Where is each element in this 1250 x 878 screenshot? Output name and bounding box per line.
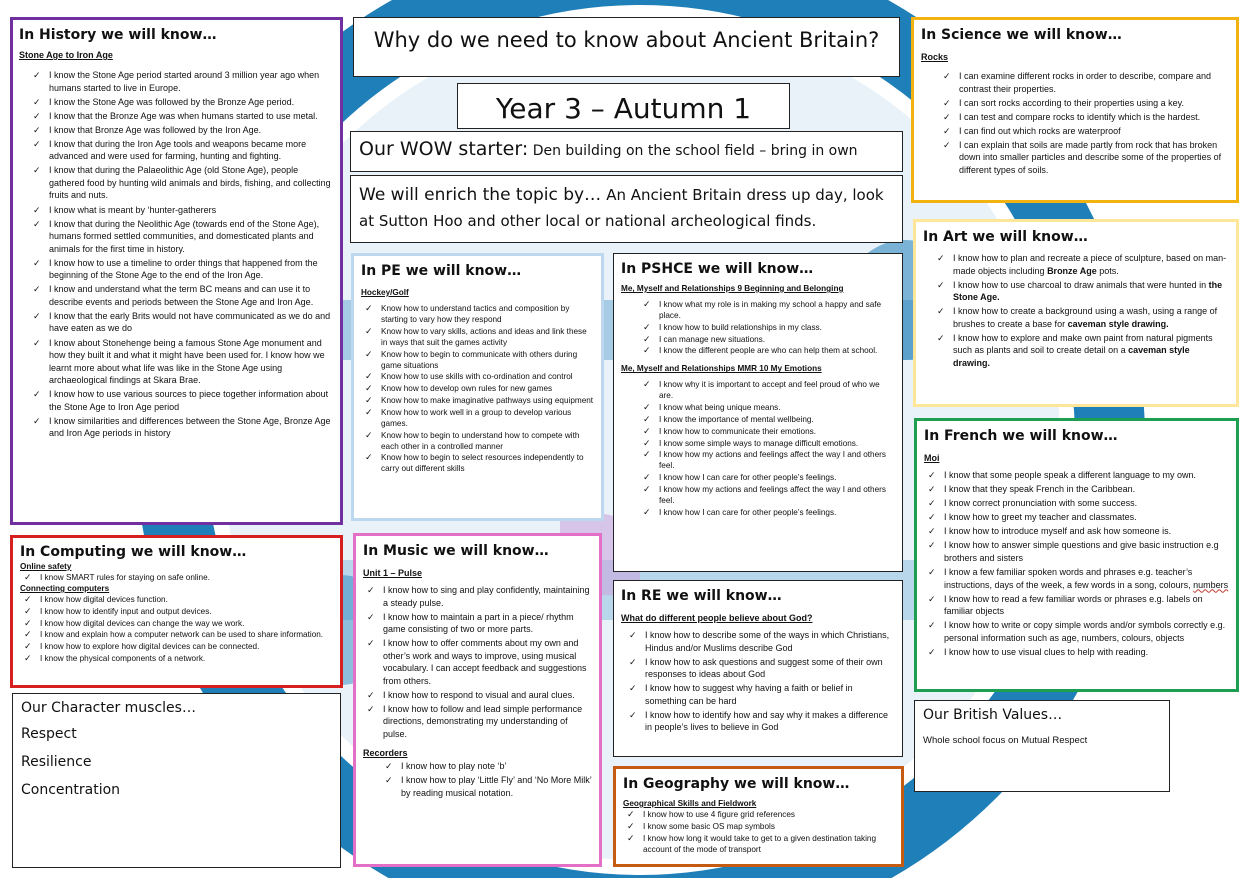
art-heading: In Art we will know… — [923, 229, 1088, 245]
tick-icon: ✓ — [365, 371, 373, 382]
enrich-label: We will enrich the topic by… — [359, 185, 602, 205]
values-box — [914, 700, 1170, 792]
pe-list — [361, 303, 594, 474]
history-box — [10, 17, 343, 525]
list-item: ✓ I know the different people are who can help them at school. — [643, 345, 878, 356]
tick-icon: ✓ — [643, 413, 651, 424]
tick-icon: ✓ — [643, 437, 651, 448]
list-item: ✓ I know and understand what the term BC means and can use it to describe events and periods between the Stone Age and Iron Age. — [33, 284, 314, 307]
list-item: ✓ I know that during the Iron Age tools and weapons became more advanced and were used for farming, hunting and fighting. — [33, 138, 307, 162]
tick-icon: ✓ — [928, 498, 936, 509]
tick-icon: ✓ — [365, 325, 373, 336]
pshce-list-1 — [621, 299, 895, 356]
tick-icon: ✓ — [33, 337, 41, 348]
list-item: ✓ I know that the Bronze Age was when humans started to use metal. — [33, 110, 318, 121]
list-item: ✓ I know how to use visual clues to help with reading. — [928, 646, 1149, 657]
pshce-list-2 — [621, 379, 895, 517]
enrich-text: An Ancient Britain dress up day, look at Sutton Hoo and other local or national archeological finds. — [359, 186, 884, 230]
list-item: ✓ I know how to read a few familiar words or phrases e.g. labels on familiar objects — [928, 593, 1203, 617]
tick-icon: ✓ — [33, 204, 41, 215]
list-item: ✓ I know how to maintain a part in a piece/ rhythm game consisting of two or more parts. — [367, 611, 574, 635]
tick-icon: ✓ — [943, 97, 951, 108]
wow-text: Den building on the school field – bring in own — [532, 143, 858, 159]
music-heading: In Music we will know… — [363, 543, 549, 559]
tick-icon: ✓ — [385, 761, 393, 772]
tick-icon: ✓ — [33, 110, 41, 121]
tick-icon: ✓ — [627, 832, 635, 843]
geography-list — [623, 809, 894, 855]
geography-box — [613, 766, 904, 867]
tick-icon: ✓ — [385, 775, 393, 786]
tick-icon: ✓ — [367, 585, 375, 595]
list-item: ✓ I know that some people speak a different language to my own. — [928, 470, 1196, 480]
list-item: ✓ Know how to make imaginative pathways using equipment — [365, 394, 594, 405]
list-item: ✓ Know how to begin to communicate with others during game situations — [365, 348, 578, 370]
tick-icon: ✓ — [33, 389, 41, 400]
tick-icon: ✓ — [629, 656, 637, 667]
list-item: ✓ I know how to ask questions and suggest some of their own responses to ideas about God — [629, 656, 883, 680]
tick-icon: ✓ — [365, 383, 373, 394]
tick-icon: ✓ — [367, 703, 375, 714]
list-item: ✓ I know how to explore how digital devices can be connected. — [24, 641, 260, 652]
list-item: ✓ I know that during the Neolithic Age (towards end of the Stone Age), humans formed settled communities, and domesticated plants and animals for the first time in history. — [33, 218, 320, 254]
list-item: ✓ I know why it is important to accept and feel proud of who we are. — [643, 379, 880, 401]
history-list — [19, 69, 334, 440]
list-item: ✓ I know how I can care for other people’s feelings. — [643, 472, 837, 483]
tick-icon: ✓ — [365, 452, 373, 463]
list-item: ✓ Know how to vary skills, actions and ideas and link these in ways that suit the games activity — [365, 325, 587, 347]
tick-icon: ✓ — [928, 484, 936, 495]
tick-icon: ✓ — [24, 629, 32, 640]
list-item: ✓ I know how to plan and recreate a piece of sculpture, based on man-made objects including Bronze Age pots. — [937, 253, 1227, 276]
pshce-subheading-2: Me, Myself and Relationships MMR 10 My Emotions — [621, 364, 822, 374]
tick-icon: ✓ — [367, 611, 375, 622]
music-list-recorders — [363, 760, 592, 799]
tick-icon: ✓ — [943, 139, 951, 150]
list-item: ✓ I know what is meant by ‘hunter-gatherers — [33, 204, 217, 215]
list-item: ✓ I know what being unique means. — [643, 402, 781, 413]
list-item: ✓ I know how to identify input and output devices. — [24, 605, 212, 616]
title-box — [353, 17, 900, 77]
list-item: ✓ I know how to communicate their emotions. — [643, 425, 816, 436]
character-heading: Our Character muscles… — [21, 700, 196, 716]
character-item-respect: Respect — [21, 726, 77, 742]
tick-icon: ✓ — [937, 332, 945, 343]
list-item: ✓ I can manage new situations. — [643, 333, 766, 344]
pe-subheading: Hockey/Golf — [361, 288, 409, 297]
science-heading: In Science we will know… — [921, 27, 1122, 43]
list-item: ✓ I know how I can care for other people’s feelings. — [643, 506, 837, 517]
tick-icon: ✓ — [928, 620, 936, 631]
list-item: ✓ Know how to understand tactics and composition by starting to vary how they respond — [365, 303, 570, 324]
list-item: ✓ I can find out which rocks are waterproof — [943, 125, 1121, 136]
science-box — [911, 17, 1239, 203]
computing-heading: In Computing we will know… — [20, 544, 247, 560]
tick-icon: ✓ — [365, 303, 373, 313]
tick-icon: ✓ — [643, 506, 651, 517]
list-item: ✓ I know that the early Brits would not have communicated as we do and have eaten as we do — [33, 310, 331, 334]
year-title: Year 3 – Autumn 1 — [495, 92, 752, 125]
list-item: ✓ Know how to use skills with co-ordination and control — [365, 371, 573, 382]
tick-icon: ✓ — [643, 379, 651, 390]
art-box — [913, 219, 1239, 407]
computing-list-online — [20, 572, 333, 583]
re-list — [621, 629, 895, 734]
list-item: ✓ I know how my actions and feelings affect the way I and others feel. — [643, 483, 886, 505]
tick-icon: ✓ — [643, 299, 651, 309]
french-heading: In French we will know… — [924, 428, 1118, 444]
tick-icon: ✓ — [928, 567, 936, 578]
list-item: ✓ I know SMART rules for staying on safe online. — [24, 572, 210, 582]
art-list — [923, 252, 1229, 369]
list-item: ✓ I know the Stone Age period started around 3 million year ago when humans started to live in Europe. — [33, 70, 320, 93]
tick-icon: ✓ — [33, 165, 41, 176]
tick-icon: ✓ — [24, 605, 32, 616]
tick-icon: ✓ — [643, 449, 651, 460]
values-text: Whole school focus on Mutual Respect — [923, 735, 1088, 746]
list-item: ✓ I know how to use charcoal to draw animals that were hunted in the Stone Age. — [937, 279, 1223, 303]
list-item: ✓ I know that they speak French in the Caribbean. — [928, 484, 1136, 495]
tick-icon: ✓ — [33, 96, 41, 107]
history-heading: In History we will know… — [19, 27, 217, 43]
list-item: ✓ I know a few familiar spoken words and phrases e.g. teacher’s instructions, days of the week, a few words in a song, colours, numbers — [928, 567, 1229, 590]
tick-icon: ✓ — [928, 593, 936, 604]
tick-icon: ✓ — [24, 594, 32, 604]
tick-icon: ✓ — [643, 345, 651, 356]
tick-icon: ✓ — [33, 257, 41, 268]
tick-icon: ✓ — [33, 284, 41, 295]
year-box — [457, 83, 790, 129]
list-item: ✓ I know how to explore and make own paint from natural pigments such as plants and soil to create detail on a caveman style drawing. — [937, 332, 1213, 368]
computing-sub-connecting: Connecting computers — [20, 584, 110, 593]
enrich-box — [350, 175, 903, 243]
character-item-resilience: Resilience — [21, 754, 92, 770]
list-item: ✓ I know the physical components of a network. — [24, 652, 206, 663]
list-item: ✓ I know how to introduce myself and ask how someone is. — [928, 526, 1172, 537]
tick-icon: ✓ — [33, 124, 41, 135]
tick-icon: ✓ — [943, 111, 951, 122]
tick-icon: ✓ — [928, 646, 936, 657]
tick-icon: ✓ — [937, 253, 945, 263]
wow-box — [350, 131, 903, 172]
list-item: ✓ I know how to use a timeline to order things that happened from the beginning of the Stone Age to the end of the Iron Age. — [33, 257, 318, 281]
list-item: ✓ I know how digital devices can change the way we work. — [24, 617, 245, 628]
list-item: ✓ I know how to identify how and say why it makes a difference in people’s lives to believe in God — [629, 709, 888, 733]
list-item: ✓ I know that during the Palaeolithic Age (old Stone Age), people gathered food by hunting wild animals and birds, fishing, and collecting fruits and nuts. — [33, 165, 331, 201]
list-item: ✓ I know how digital devices function. — [24, 594, 168, 604]
re-heading: In RE we will know… — [621, 588, 782, 604]
list-item: ✓ I know how to respond to visual and aural clues. — [367, 689, 575, 700]
tick-icon: ✓ — [643, 425, 651, 436]
tick-icon: ✓ — [629, 709, 637, 720]
pe-box — [351, 253, 604, 521]
list-item: ✓ I know how to build relationships in my class. — [643, 321, 822, 332]
pshce-box — [613, 253, 903, 572]
tick-icon: ✓ — [627, 809, 635, 819]
tick-icon: ✓ — [24, 617, 32, 628]
re-box — [613, 580, 903, 757]
tick-icon: ✓ — [627, 820, 635, 831]
list-item: ✓ I know how to greet my teacher and classmates. — [928, 512, 1137, 523]
list-item: ✓ I know how to play ‘Little Fly’ and ‘No More Milk’ by reading musical notation. — [385, 775, 592, 798]
wow-label: Our WOW starter: — [359, 138, 529, 160]
tick-icon: ✓ — [24, 572, 32, 582]
list-item: ✓ I know how to play note ‘b’ — [385, 761, 507, 772]
tick-icon: ✓ — [643, 472, 651, 483]
tick-icon: ✓ — [367, 638, 375, 649]
list-item: ✓ Know how to develop own rules for new games — [365, 383, 553, 394]
french-box — [914, 418, 1239, 692]
list-item: ✓ Know how to begin to select resources independently to carry out different skills — [365, 452, 584, 474]
list-item: ✓ I know that Bronze Age was followed by the Iron Age. — [33, 124, 262, 135]
pshce-subheading-1: Me, Myself and Relationships 9 Beginning and Belonging — [621, 284, 844, 293]
geography-heading: In Geography we will know… — [623, 776, 850, 792]
computing-sub-online: Online safety — [20, 562, 72, 571]
music-box — [353, 533, 602, 867]
pshce-heading: In PSHCE we will know… — [621, 261, 814, 277]
tick-icon: ✓ — [928, 512, 936, 523]
character-box — [12, 693, 341, 868]
list-item: ✓ I know and explain how a computer network can be used to share information. — [24, 629, 324, 640]
list-item: ✓ I know how long it would take to get to a given destination taking account of the mode of transport — [627, 832, 877, 854]
tick-icon: ✓ — [943, 125, 951, 136]
computing-box — [10, 535, 343, 688]
tick-icon: ✓ — [365, 348, 373, 359]
list-item: ✓ I know the importance of mental wellbeing. — [643, 413, 814, 424]
list-item: ✓ I know how to suggest why having a faith or belief in something can be hard — [629, 683, 853, 706]
tick-icon: ✓ — [33, 415, 41, 426]
geography-subheading: Geographical Skills and Fieldwork — [623, 799, 757, 808]
list-item: ✓ I know correct pronunciation with some success. — [928, 498, 1138, 509]
tick-icon: ✓ — [367, 689, 375, 700]
tick-icon: ✓ — [643, 483, 651, 494]
values-heading: Our British Values… — [923, 707, 1063, 723]
list-item: ✓ I know what my role is in making my school a happy and safe place. — [643, 299, 882, 320]
list-item: ✓ Know how to begin to understand how to compete with each other in a controlled manner — [365, 429, 580, 451]
music-list — [363, 584, 592, 740]
music-subheading: Unit 1 – Pulse — [363, 568, 423, 578]
science-list — [921, 70, 1229, 176]
list-item: ✓ I can test and compare rocks to identify which is the hardest. — [943, 111, 1201, 122]
list-item: ✓ I know some basic OS map symbols — [627, 820, 775, 831]
list-item: ✓ I know how my actions and feelings affect the way I and others feel. — [643, 449, 886, 471]
tick-icon: ✓ — [643, 333, 651, 344]
page-title: Why do we need to know about Ancient Britain? — [373, 28, 880, 52]
tick-icon: ✓ — [33, 138, 41, 149]
list-item: ✓ I know similarities and differences between the Stone Age, Bronze Age and Iron Age periods in history — [33, 415, 331, 439]
list-item: ✓ I know how to use various sources to piece together information about the Stone Age to Iron Age period — [33, 389, 329, 412]
list-item: ✓ I know about Stonehenge being a famous Stone Age monument and how they built it and what it might have been used for. I know how we learnt more about what life was like in the Stone Age using archaeological findings at Skara Brae. — [33, 337, 325, 386]
science-subheading: Rocks — [921, 52, 949, 62]
tick-icon: ✓ — [365, 429, 373, 440]
tick-icon: ✓ — [365, 406, 373, 417]
list-item: ✓ I can examine different rocks in order to describe, compare and contrast their properties. — [943, 71, 1211, 94]
tick-icon: ✓ — [33, 310, 41, 321]
tick-icon: ✓ — [937, 279, 945, 290]
french-subheading: Moi — [924, 453, 940, 463]
tick-icon: ✓ — [24, 641, 32, 652]
tick-icon: ✓ — [928, 526, 936, 537]
list-item: ✓ I know how to follow and lead simple performance directions, demonstrating my understanding of pulse. — [367, 703, 583, 739]
list-item: ✓ I know how to sing and play confidently, maintaining a steady pulse. — [367, 585, 590, 608]
list-item: ✓ I know how to answer simple questions and give basic instruction e.g brothers and sisters — [928, 540, 1219, 563]
tick-icon: ✓ — [937, 306, 945, 317]
list-item: ✓ I know how to write or copy simple words and/or symbols correctly e.g. personal information such as age, numbers, colours, objects — [928, 620, 1226, 643]
list-item: ✓ I know how to use 4 figure grid references — [627, 809, 796, 819]
list-item: ✓ Know how to work well in a group to develop various games. — [365, 406, 572, 428]
tick-icon: ✓ — [24, 652, 32, 663]
list-item: ✓ I can sort rocks according to their properties using a key. — [943, 97, 1184, 108]
re-subheading: What do different people believe about God? — [621, 613, 813, 623]
tick-icon: ✓ — [33, 70, 41, 80]
tick-icon: ✓ — [928, 540, 936, 551]
tick-icon: ✓ — [365, 394, 373, 405]
music-subheading-recorders: Recorders — [363, 748, 408, 759]
tick-icon: ✓ — [928, 470, 936, 480]
french-list — [924, 469, 1229, 658]
list-item: ✓ I know how to describe some of the ways in which Christians, Hindus and/or Muslims describe God — [629, 630, 890, 653]
list-item: ✓ I know the Stone Age was followed by the Bronze Age period. — [33, 96, 295, 107]
tick-icon: ✓ — [629, 683, 637, 694]
computing-list-connecting — [20, 594, 333, 664]
pe-heading: In PE we will know… — [361, 263, 522, 279]
tick-icon: ✓ — [943, 71, 951, 81]
list-item: ✓ I know how to create a background using a wash, using a range of brushes to create a base for caveman style drawing. — [937, 306, 1218, 329]
tick-icon: ✓ — [33, 218, 41, 229]
list-item: ✓ I know some simple ways to manage difficult emotions. — [643, 437, 859, 448]
list-item: ✓ I know how to offer comments about my own and other’s work and ways to improve, using musical vocabulary. I can accept feedback and suggestions from others. — [367, 638, 587, 686]
tick-icon: ✓ — [643, 402, 651, 413]
tick-icon: ✓ — [643, 321, 651, 332]
history-subheading: Stone Age to Iron Age — [19, 50, 113, 60]
tick-icon: ✓ — [629, 630, 637, 640]
list-item: ✓ I can explain that soils are made partly from rock that has broken down into smaller particles and describe some of the properties of different types of soils. — [943, 139, 1222, 175]
character-item-concentration: Concentration — [21, 782, 121, 798]
